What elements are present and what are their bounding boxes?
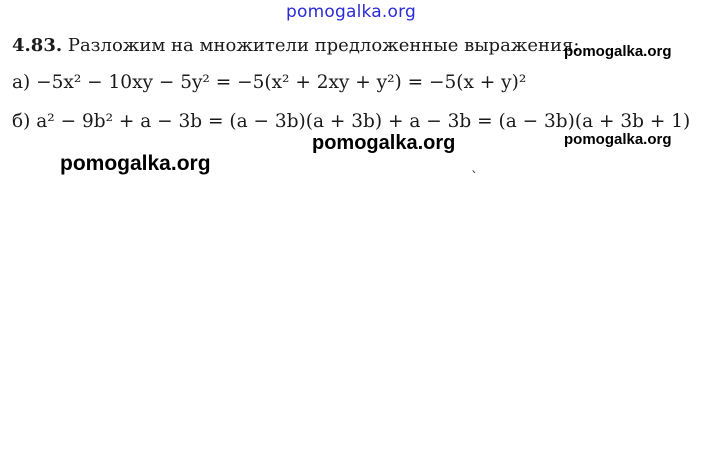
watermark-middle: pomogalka.org [312,132,456,154]
item-b [12,111,690,133]
item-a [12,72,526,94]
watermark-left: pomogalka.org [60,152,211,175]
problem-statement: Разложим на множители предложенные выражения: [67,35,580,56]
scan-artifact-mark: ` [471,170,478,186]
item-a-label: а) [12,72,31,93]
item-b-label: б) [12,111,31,132]
item-a-expression: −5x² − 10xy − 5y² = −5(x² + 2xy + y²) = −5(x + y)² [36,72,527,93]
problem-number: 4.83. [12,35,63,56]
watermark-right-1: pomogalka.org [564,43,672,60]
problem-heading [12,35,579,57]
watermark-right-2: pomogalka.org [564,131,672,148]
watermark-top: pomogalka.org [286,2,416,22]
item-b-expression: a² − 9b² + a − 3b = (a − 3b)(a + 3b) + a − 3b = (a − 3b)(a + 3b + 1) [36,111,691,132]
